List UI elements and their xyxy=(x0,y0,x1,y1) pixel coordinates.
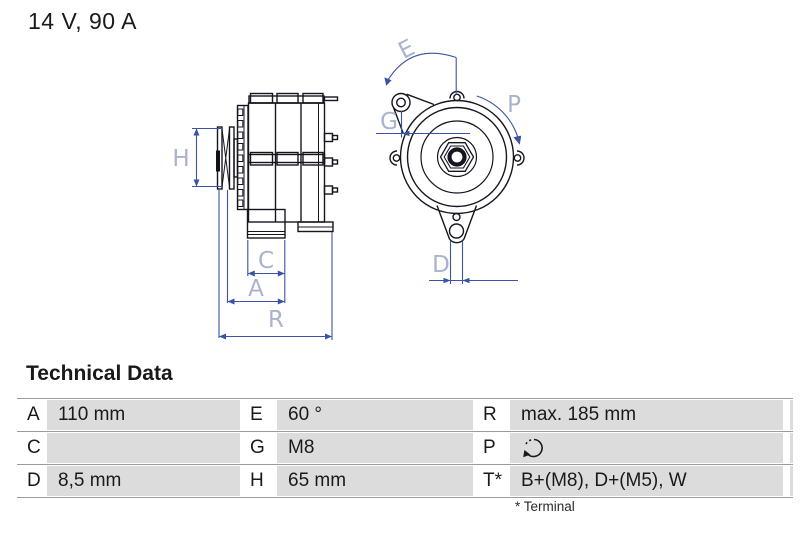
table-edge-sliver xyxy=(790,466,793,496)
table-cell-value-p xyxy=(510,433,783,463)
table-cell-key-d: D xyxy=(17,466,47,496)
table-divider xyxy=(17,497,793,498)
table-cell-value-d: 8,5 mm xyxy=(47,466,240,496)
table-edge-sliver xyxy=(790,433,793,463)
rating-text: 14 V, 90 A xyxy=(28,8,138,34)
dim-label-c: C xyxy=(257,248,275,274)
table-cell-key-a: A xyxy=(17,400,47,430)
dim-label-a: A xyxy=(248,276,264,302)
table-divider xyxy=(17,464,793,465)
dim-label-h: H xyxy=(172,146,190,172)
table-cell-value-e: 60 ° xyxy=(277,400,473,430)
dimension-labels xyxy=(172,35,521,333)
table-divider xyxy=(17,398,793,399)
dim-label-p: P xyxy=(507,92,521,118)
table-edge-sliver xyxy=(790,400,793,430)
table-cell-key-g: G xyxy=(240,433,277,463)
table-row xyxy=(17,400,793,430)
rotation-direction-icon xyxy=(521,437,547,460)
table-cell-value-r: max. 185 mm xyxy=(510,400,783,430)
technical-data-title: Technical Data xyxy=(26,362,173,385)
technical-data-table xyxy=(17,398,793,498)
side-view xyxy=(216,94,338,239)
dim-label-e: E xyxy=(394,34,420,65)
table-cell-key-r: R xyxy=(473,400,510,430)
table-row xyxy=(17,466,793,496)
table-cell-value-a: 110 mm xyxy=(47,400,240,430)
table-divider xyxy=(17,431,793,432)
table-cell-key-t: T* xyxy=(473,466,510,496)
dim-label-d: D xyxy=(432,252,450,278)
table-cell-value-c xyxy=(47,433,240,463)
table-cell-value-g: M8 xyxy=(277,433,473,463)
table-cell-value-h: 65 mm xyxy=(277,466,473,496)
table-cell-value-t: B+(M8), D+(M5), W xyxy=(510,466,783,496)
terminal-footnote: * Terminal xyxy=(515,499,575,514)
front-view xyxy=(376,53,524,284)
table-cell-key-p: P xyxy=(473,433,510,463)
table-cell-key-e: E xyxy=(240,400,277,430)
dim-label-g: G xyxy=(380,109,398,135)
table-row xyxy=(17,433,793,463)
table-cell-key-c: C xyxy=(17,433,47,463)
dim-label-r: R xyxy=(268,307,284,333)
table-cell-key-h: H xyxy=(240,466,277,496)
